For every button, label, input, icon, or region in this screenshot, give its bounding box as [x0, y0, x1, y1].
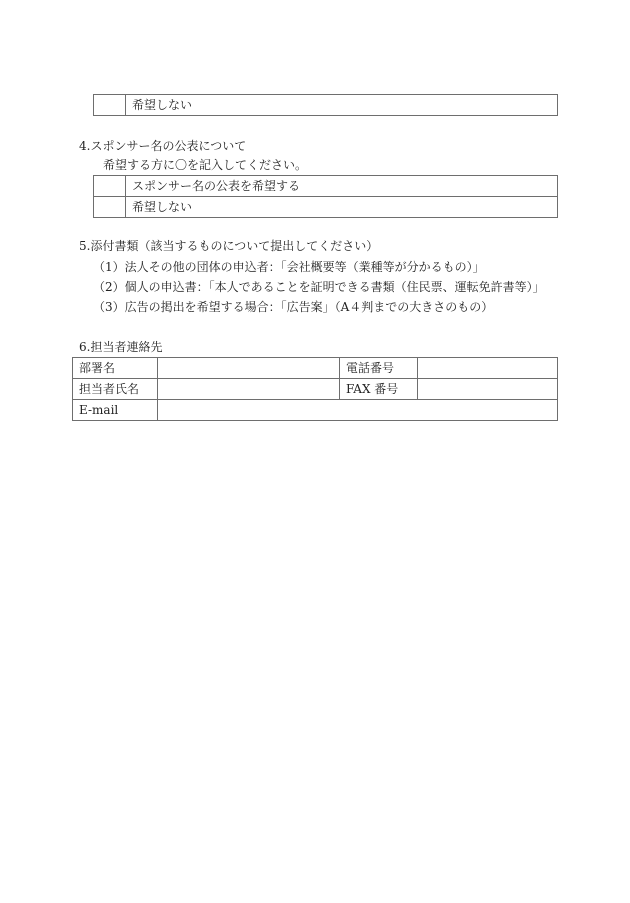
email-field[interactable]: [158, 400, 558, 421]
department-label: 部署名: [73, 358, 158, 379]
contact-row: [73, 379, 558, 400]
option-checkbox-cell[interactable]: [94, 197, 126, 218]
option-label: 希望しない: [126, 197, 558, 218]
option-label: スポンサー名の公表を希望する: [126, 176, 558, 197]
phone-field[interactable]: [418, 358, 558, 379]
section6-heading: 6.担当者連絡先: [79, 340, 163, 354]
department-field[interactable]: [158, 358, 340, 379]
option-row: [94, 176, 558, 197]
section4-heading: 4.スポンサー名の公表について: [79, 139, 247, 153]
option-row: [94, 197, 558, 218]
attachment-item: （1）法人その他の団体の申込者：「会社概要等（業種等が分かるもの）」: [93, 260, 485, 274]
option-checkbox-cell[interactable]: [94, 176, 126, 197]
fax-field[interactable]: [418, 379, 558, 400]
contact-row: [73, 358, 558, 379]
contact-table: [72, 357, 558, 421]
attachment-item: （3）広告の掲出を希望する場合：「広告案」（A４判までの大きさのもの）: [93, 300, 494, 314]
section3-option-table: [93, 94, 558, 116]
contact-row: [73, 400, 558, 421]
phone-label: 電話番号: [340, 358, 418, 379]
section5-heading: 5.添付書類（該当するものについて提出してください）: [79, 239, 379, 253]
option-label: 希望しない: [126, 95, 558, 116]
fax-label: FAX 番号: [340, 379, 418, 400]
section4-option-table: [93, 175, 558, 218]
person-name-field[interactable]: [158, 379, 340, 400]
email-label: E-mail: [73, 400, 158, 421]
option-row: [94, 95, 558, 116]
option-checkbox-cell[interactable]: [94, 95, 126, 116]
section4-instruction: 希望する方に〇を記入してください。: [103, 158, 308, 172]
person-name-label: 担当者氏名: [73, 379, 158, 400]
attachment-item: （2）個人の申込書：「本人であることを証明できる書類（住民票、運転免許書等）」: [93, 280, 545, 294]
